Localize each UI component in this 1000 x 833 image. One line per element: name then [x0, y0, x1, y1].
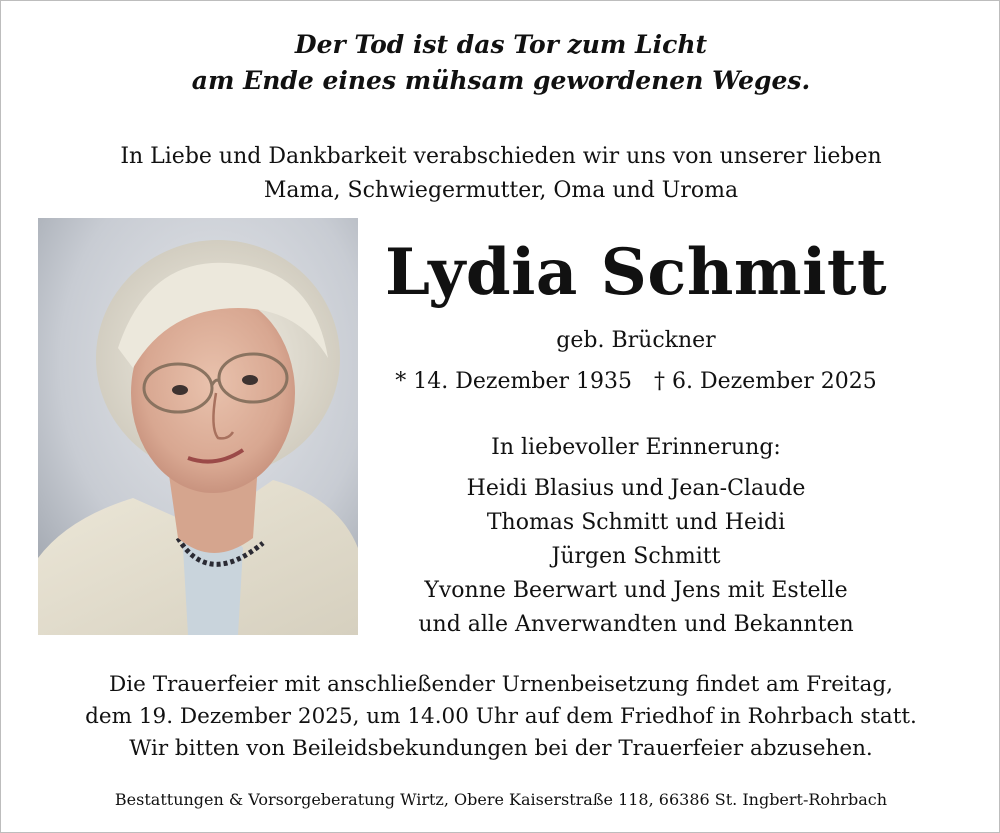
family-line-2: Thomas Schmitt und Heidi — [486, 510, 786, 535]
intro-line-2: Mama, Schwiegermutter, Oma und Uroma — [263, 178, 739, 203]
family-line-5: und alle Anverwandten und Bekannten — [418, 612, 854, 637]
memory-heading: In liebevoller Erinnerung: — [491, 435, 781, 460]
portrait-photo — [38, 218, 358, 635]
deceased-name: Lydia Schmitt — [384, 235, 888, 310]
funeral-home-footer: Bestattungen & Vorsorgeberatung Wirtz, Obere Kaiserstraße 118, 66386 St. Ingbert-Rohrbach — [114, 790, 888, 809]
family-line-1: Heidi Blasius und Jean-Claude — [466, 476, 806, 501]
family-line-4: Yvonne Beerwart und Jens mit Estelle — [424, 578, 848, 603]
birth-date: * 14. Dezember 1935 — [395, 369, 632, 394]
motto-line-2: am Ende eines mühsam gewordenen Weges. — [191, 66, 811, 95]
maiden-name: geb. Brückner — [556, 328, 716, 353]
family-line-3: Jürgen Schmitt — [551, 544, 721, 569]
service-line-2: dem 19. Dezember 2025, um 14.00 Uhr auf dem Friedhof in Rohrbach statt. — [85, 704, 917, 729]
motto-line-1: Der Tod ist das Tor zum Licht — [294, 30, 708, 59]
service-line-3: Wir bitten von Beileidsbekundungen bei der Trauerfeier abzusehen. — [129, 736, 873, 761]
death-date: † 6. Dezember 2025 — [654, 369, 877, 394]
service-line-1: Die Trauerfeier mit anschließender Urnenbeisetzung findet am Freitag, — [109, 672, 893, 697]
life-dates — [361, 367, 911, 397]
intro-line-1: In Liebe und Dankbarkeit verabschieden wir uns von unserer lieben — [120, 144, 882, 169]
